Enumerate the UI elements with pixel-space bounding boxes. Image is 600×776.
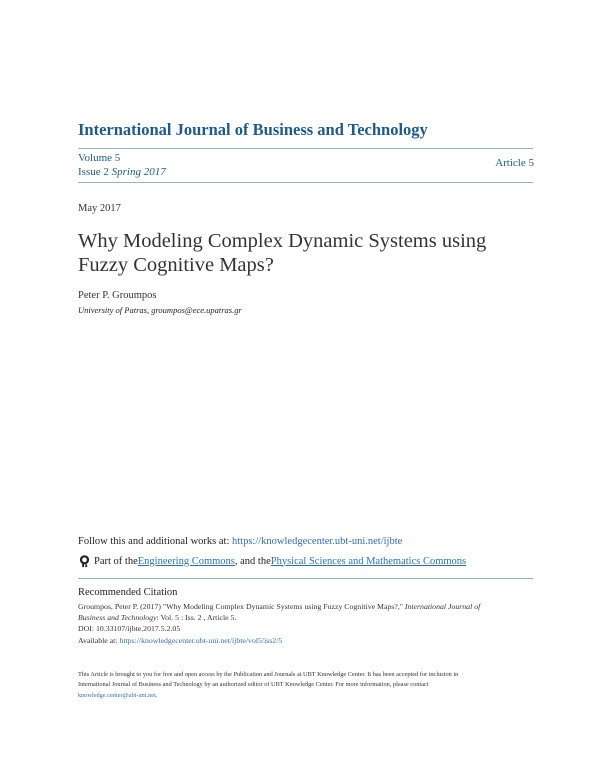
follow-prefix: Follow this and additional works at: — [78, 536, 232, 547]
volume-issue-block — [78, 151, 166, 179]
issue-label: Issue 2 — [78, 166, 109, 178]
follow-line — [78, 536, 402, 547]
citation-journal-italic-2: Business and Technology — [78, 613, 157, 623]
email-suffix: . — [155, 691, 158, 699]
part-of-line — [78, 554, 466, 568]
journal-title[interactable]: International Journal of Business and Technology — [78, 120, 428, 139]
footer-line-2: International Journal of Business and Technology by an authorized editor of UBT Knowledge Center. For more information, please contact — [78, 681, 429, 689]
header-divider-bottom — [78, 182, 533, 183]
citation-journal-italic: International Journal of — [404, 602, 481, 611]
engineering-commons-link[interactable]: Engineering Commons — [137, 555, 235, 567]
recommended-citation-heading: Recommended Citation — [78, 587, 178, 598]
part-of-prefix: Part of the — [94, 555, 138, 567]
available-url-link[interactable]: https://knowledgecenter.ubt-uni.net/ijbte/vol5/iss2/5 — [119, 635, 283, 645]
open-access-icon — [78, 554, 91, 568]
issue-link[interactable] — [78, 165, 166, 179]
citation-block — [78, 601, 528, 646]
citation-text: Groumpos, Peter P. (2017) "Why Modeling Complex Dynamic Systems using Fuzzy Cognitive Maps?," — [78, 602, 405, 611]
citation-volume: : Vol. 5 : Iss. 2 , Article 5. — [156, 613, 237, 623]
citation-available — [78, 635, 528, 646]
volume-link[interactable]: Volume 5 — [78, 152, 121, 164]
author-name: Peter P. Groumpos — [78, 290, 157, 301]
contact-email-link[interactable]: knowledge.center@ubt-uni.net — [78, 691, 156, 699]
author-affiliation: University of Patras, groumpos@ece.upatras.gr — [78, 305, 242, 315]
physical-sciences-commons-link[interactable]: Physical Sciences and Mathematics Commons — [270, 555, 467, 567]
footer-notice — [78, 670, 528, 701]
article-title: Why Modeling Complex Dynamic Systems using Fuzzy Cognitive Maps? — [78, 230, 487, 276]
citation-doi: DOI: 10.33107/ijbte.2017.5.2.05 — [78, 624, 181, 634]
header-divider-top — [78, 148, 533, 149]
footer-line-1: This Article is brought to you for free and open access by the Publication and Journals at UBT Knowledge Center. It has been accepted for inclusion in — [78, 671, 459, 678]
publication-date: May 2017 — [78, 203, 121, 214]
part-of-middle: , and the — [234, 555, 271, 567]
citation-line-2 — [78, 612, 528, 623]
issue-season: Spring 2017 — [111, 166, 166, 178]
follow-url-link[interactable]: https://knowledgecenter.ubt-uni.net/ijbte — [232, 536, 403, 547]
available-prefix: Available at: — [78, 635, 120, 645]
citation-line-1 — [78, 601, 528, 612]
article-number-link[interactable]: Article 5 — [495, 157, 534, 169]
footer-line-3 — [78, 691, 528, 701]
citation-divider — [78, 578, 533, 579]
